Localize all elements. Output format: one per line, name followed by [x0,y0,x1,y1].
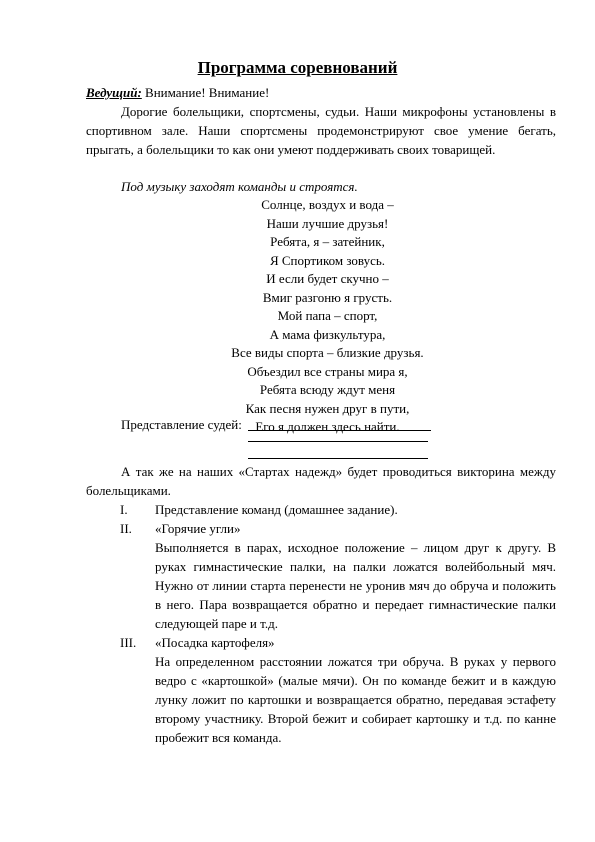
program-list [120,500,556,747]
item-title: «Посадка картофеля» [155,635,275,650]
poem-line: Мой папа – спорт, [277,308,378,323]
poem-line: Наши лучшие друзья! [266,215,389,231]
list-item [120,633,556,747]
list-item [120,500,556,519]
poem-line: Все виды спорта – близкие друзья. [231,345,424,360]
item-title: «Горячие угли» [155,521,241,536]
item-number: III. [120,635,137,650]
poem-line: И если будет скучно – [266,271,389,286]
judges-label: Представление судей: [121,417,242,432]
blank-line [248,441,428,442]
poem-line: Как песня нужен друг в пути, [245,400,410,416]
blank-line [248,458,428,459]
item-body: Выполняется в парах, исходное положение – лицом друг к другу. В руках гимнастические палки, на палки ложатся волейбольный мяч. Нужно от линии старта перенести не уронив мяч до обруча и положить в него. Пара возвращается обратно и передает гимнастические палки следующей паре и т.д. [155,540,556,631]
page-title: Программа соревнований [197,58,398,77]
poem [0,196,595,437]
poem-line: Солнце, воздух и вода – [261,197,394,212]
lead-line [86,83,556,102]
item-body: На определенном расстоянии ложатся три обруча. В руках у первого ведро с «картошкой» (малые мячи). Он по команде бежит и в каждую лунку ложит по картошки и возвращается обратно, передавая эстафету второму участнику. Второй бежит и собирает картошку и т.д. по канне пробежит вся команда. [155,654,556,745]
quiz-paragraph: А так же на наших «Стартах надежд» будет проводиться викторина между болельщиками. [86,464,556,498]
poem-line: Ребята всюду ждут меня [259,382,396,397]
item-title: Представление команд (домашнее задание). [155,502,398,517]
blank-line [248,430,431,431]
item-number: II. [120,521,132,536]
poem-line: Объездил все страны мира я, [247,363,408,379]
item-number: I. [120,502,128,517]
list-item [120,519,556,633]
poem-line: А мама физкультура, [269,326,386,342]
poem-line: Ребята, я – затейник, [270,234,385,249]
poem-line: Я Спортиком зовусь. [269,252,386,268]
intro-paragraph: Дорогие болельщики, спортсмены, судьи. Наши микрофоны установлены в спортивном зале. Наши спортсмены продемонстрируют свое умение бегать, прыгать, а болельщики то как они умеют поддерживать своих товарищей. [86,104,556,157]
poem-line: Вмиг разгоню я грусть. [262,289,393,305]
poem-line: Его я должен здесь найти. [255,419,400,434]
lead-text: Внимание! Внимание! [141,85,270,100]
lead-label: Ведущий: [86,85,142,100]
stage-direction: Под музыку заходят команды и строятся. [121,179,358,194]
